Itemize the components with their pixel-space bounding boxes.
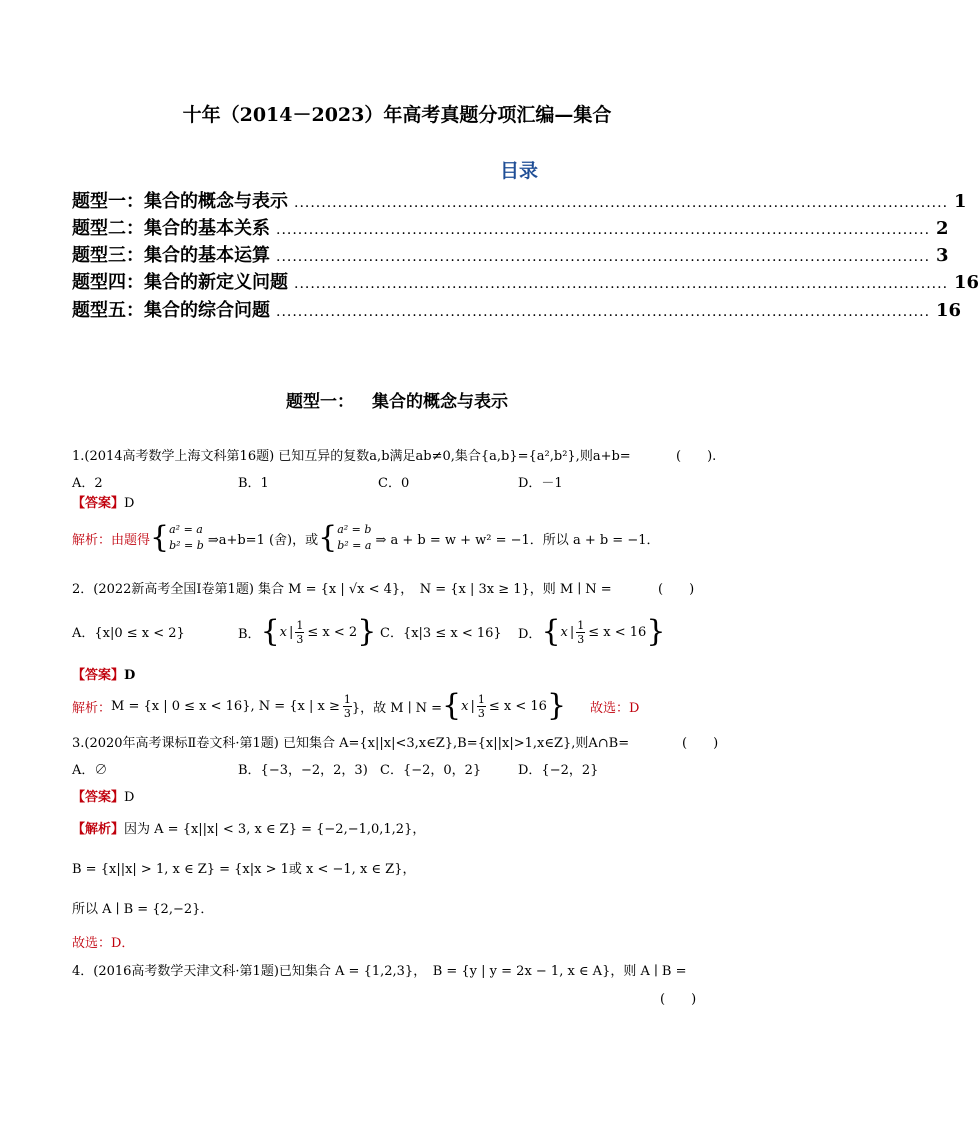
q1-option-a[interactable]: A．2 [72, 476, 103, 491]
toc-item-page: 1 [954, 191, 967, 212]
toc-dot-leader: ........................................................................................................................ [294, 276, 949, 292]
fraction: $\frac{1}{3}$ [296, 618, 304, 646]
toc-item-label: 题型四： [72, 272, 144, 293]
answer-value: D [124, 790, 135, 805]
toc-item-label: 题型三： [72, 245, 144, 266]
toc-dot-leader: ........................................................................................................................ [276, 222, 931, 238]
fraction: $\frac{1}{3}$ [477, 692, 485, 720]
q2-option-c[interactable]: C．{x|3 ≤ x < 16} [380, 626, 502, 641]
q4-stem: 4．(2016高考数学天津文科·第1题)已知集合 A = {1,2,3}， B = {y | y = 2x − 1, x ∈ A}，则 A ∣ B = [72, 964, 687, 979]
q4-answer-blank: ( ) [660, 992, 697, 1007]
q3-solution-line: 【解析】因为 A = {x||x| < 3, x ∈ Z} = {−2,−1,0,1,2}， [72, 822, 426, 837]
q1-solution [72, 518, 660, 558]
q1-option-c[interactable]: C．0 [378, 476, 410, 491]
section-heading [0, 387, 794, 412]
q3-answer [72, 786, 134, 805]
q2-option-b[interactable]: B． { x | $\frac{1}{3}$ ≤ x < 2 } [238, 614, 377, 649]
toc-item-name: 集合的基本运算 [144, 245, 270, 266]
toc-item-label: 题型五： [72, 300, 144, 321]
toc-item-label: 题型二： [72, 218, 144, 239]
toc-item-page: 3 [936, 245, 949, 266]
q1-answer [72, 492, 134, 511]
equation-system: a² = a b² = b [169, 523, 204, 552]
q2-option-d[interactable]: D． { x | $\frac{1}{3}$ ≤ x < 16 } [518, 614, 666, 649]
q3-option-a[interactable]: A．∅ [72, 763, 108, 778]
toc-item[interactable] [72, 241, 949, 267]
toc-item-label: 题型一： [72, 191, 144, 212]
left-brace: { [318, 520, 338, 555]
answer-tag: 【答案】 [72, 496, 125, 511]
section-name: 集合的概念与表示 [371, 392, 508, 412]
q3-solution-line: B = {x||x| > 1, x ∈ Z} = {x|x > 1或 x < −1, x ∈ Z}， [72, 862, 416, 877]
q1-option-b[interactable]: B．1 [238, 476, 269, 491]
toc-item-name: 集合的基本关系 [144, 218, 270, 239]
q3-option-c[interactable]: C．{−2，0，2} [380, 763, 482, 778]
q3-answer-blank: ( ) [682, 736, 719, 751]
solution-end: ⇒ a + b = w + w² = −1．所以 a + b = −1． [375, 532, 660, 548]
toc-dot-leader: ........................................................................................................................ [276, 249, 931, 265]
q1-stem: 1.(2014高考数学上海文科第16题) 已知互异的复数a,b满足ab≠0,集合{a,b}={a²,b²},则a+b= [72, 449, 631, 464]
solution-prefix: 解析：由题得 [72, 532, 151, 548]
toc-item-page: 16 [954, 272, 979, 293]
q1-answer-blank: ( ). [676, 449, 717, 464]
q2-answer [72, 664, 135, 683]
q3-option-b[interactable]: B．{−3，−2，2，3) [238, 763, 368, 778]
toc-item-name: 集合的概念与表示 [144, 191, 288, 212]
q2-stem: 2．(2022新高考全国I卷第1题) 集合 M = {x | √x < 4}， N = {x | 3x ≥ 1}，则 M ∣ N = [72, 582, 612, 597]
toc-item[interactable] [72, 187, 967, 213]
document-title: 十年（2014－2023）年高考真题分项汇编—集合 [182, 104, 612, 126]
answer-tag: 【答案】 [72, 668, 125, 683]
toc-item-page: 16 [936, 300, 962, 321]
q3-solution-line: 所以 A ∣ B = {2,−2}． [72, 902, 214, 917]
q2-option-a[interactable]: A．{x|0 ≤ x < 2} [72, 626, 185, 641]
q3-option-d[interactable]: D．{−2，2} [518, 763, 599, 778]
toc-heading: 目录 [500, 160, 539, 182]
q2-solution: 解析： M = {x | 0 ≤ x < 16}, N = {x | x ≥ $\frac{1}{3}$ }，故 M ∣ N = { x | $\frac{1}{3}$ ≤ x < 16 } 故选：D [72, 688, 640, 723]
toc-item-name: 集合的综合问题 [144, 300, 270, 321]
left-brace: { [150, 520, 170, 555]
section-label: 题型一： [286, 392, 355, 412]
q3-stem: 3.(2020年高考课标Ⅱ卷文科·第1题) 已知集合 A={x||x|<3,x∈Z},B={x||x|>1,x∈Z},则A∩B= [72, 736, 630, 751]
solution-middle: ⇒a+b=1 (舍)，或 [207, 532, 319, 548]
toc-item[interactable] [72, 296, 962, 322]
toc-dot-leader: ........................................................................................................................ [276, 304, 931, 320]
answer-value: D [124, 496, 135, 511]
answer-value: D [124, 668, 136, 683]
q2-answer-blank: ( ) [658, 582, 695, 597]
q1-option-d[interactable]: D．－1 [518, 476, 563, 491]
answer-tag: 【答案】 [72, 790, 125, 805]
equation-system: a² = b b² = a [337, 523, 372, 552]
toc-item-page: 2 [936, 218, 949, 239]
toc-dot-leader: ........................................................................................................................ [294, 195, 949, 211]
fraction: $\frac{1}{3}$ [343, 692, 351, 720]
fraction: $\frac{1}{3}$ [577, 618, 585, 646]
toc-item[interactable] [72, 268, 979, 294]
q3-solution-line: 故选：D． [72, 936, 135, 951]
toc-item[interactable] [72, 214, 949, 240]
toc-item-name: 集合的新定义问题 [144, 272, 288, 293]
